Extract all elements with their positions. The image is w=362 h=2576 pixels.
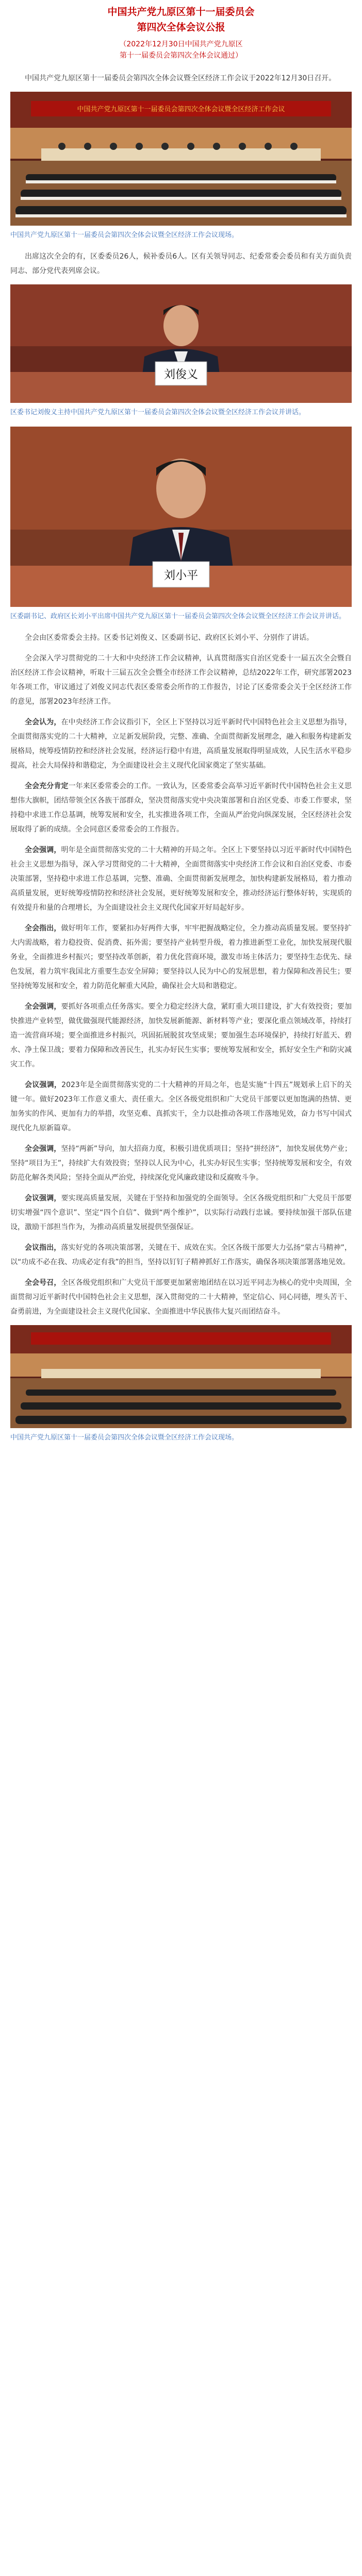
article-header: [10, 0, 352, 61]
paragraph-lead: 全会强调，: [25, 1003, 61, 1011]
title-line-2: 第四次全体会议公报: [137, 22, 225, 33]
body-paragraph: [10, 715, 352, 773]
paragraph-lead: 全会充分肯定: [25, 782, 69, 790]
paragraph-text: 落实好党的各项决策部署，关键在干、成效在实。全区各级干部要大力弘扬“蒙古马精神”，以“功成不必在我、功成必定有我”的担当，坚持以钉钉子精神抓好工作落实，确保各项决策部署落地见效。: [10, 1244, 352, 1266]
photo5-caption: 中国共产党九原区第十一届委员会第四次全体会议暨全区经济工作会议现场。: [10, 1434, 239, 1442]
body-paragraph: [10, 1276, 352, 1319]
paragraph-text: 坚持“两新”导向，加大招商力度，积极引进优质项目；坚持“拼经济”，加快发展优势产业；坚持“项目为王”，持续扩大有效投资；坚持以人民为中心，扎实办好民生实事；坚持统筹发展和安全，有效防范化解各类风险；坚持全面从严治党，持续深化党风廉政建设和反腐败斗争。: [10, 1145, 352, 1182]
paragraph-lead: 会议强调，: [25, 1081, 62, 1089]
attendance-paragraph: 出席这次全会的有，区委委员26人，候补委员6人。区有关领导同志、纪委常委会委员和有关方面负责同志、部分党代表列席会议。: [10, 252, 352, 275]
paragraph-lead: 全会强调，: [25, 1145, 61, 1153]
intro-paragraph: 中国共产党九原区第十一届委员会第四次全体会议暨全区经济工作会议于2022年12月30日召开。: [25, 74, 336, 82]
body-paragraph: [10, 651, 352, 709]
subtitle-line-1: （2022年12月30日中国共产党九原区: [119, 40, 243, 48]
body-paragraph: [10, 921, 352, 993]
paragraph-lead: 会议强调，: [25, 1194, 61, 1202]
body-paragraphs: [10, 651, 352, 1319]
body-paragraph: [10, 1241, 352, 1269]
photo2-caption: 区委书记刘俊义主持中国共产党九原区第十一届委员会第四次全体会议暨全区经济工作会议并讲话。: [10, 409, 306, 416]
paragraph-lead: 全会号召，: [25, 1279, 61, 1287]
body-paragraph: [10, 1142, 352, 1185]
paragraph-text: 全区各级党组织和广大党员干部要更加紧密地团结在以习近平同志为核心的党中央周围，全面贯彻习近平新时代中国特色社会主义思想，深入贯彻党的二十大精神，坚定信心、同心同德，埋头苦干、奋勇前进，为全面建设社会主义现代化国家、全面推进中华民族伟大复兴而团结奋斗。: [10, 1279, 352, 1316]
conference-hall-photo: [10, 92, 352, 226]
paragraph-text: 明年是全面贯彻落实党的二十大精神的开局之年。全区上下要坚持以习近平新时代中国特色社会主义思想为指导，深入学习贯彻党的二十大精神，全面贯彻落实中央经济工作会议和自治区党委、市委决策部署，坚持稳中求进工作总基调，完整、准确、全面贯彻新发展理念，加快构建新发展格局，着力推动高质量发展，更好统筹疫情防控和经济社会发展，更好统筹发展和安全，推动经济运行整体好转，实现质的有效提升和量的合理增长，为全面建设社会主义现代化国家开好局起好步。: [10, 846, 352, 912]
photo1-caption: 中国共产党九原区第十一届委员会第四次全体会议暨全区经济工作会议现场。: [10, 231, 239, 239]
paragraph-lead: 全会强调，: [25, 846, 61, 854]
subtitle-line-2: 第十一届委员会第四次全体会议通过）: [120, 52, 242, 60]
body-paragraph: [10, 779, 352, 837]
body-paragraph: [10, 1078, 352, 1136]
paragraph-text: 全会深入学习贯彻党的二十大和中央经济工作会议精神，认真贯彻落实自治区党委十一届五次全会暨自治区经济工作会议精神，听取十三届五次全会暨全市经济工作会议精神，总结2022年工作，研究部署2023年各项工作，审议通过了刘俊义同志代表区委常委会所作的工作报告，讨论了区委常委会关于全区经济工作的意见，部署2023年经济工作。: [10, 654, 352, 706]
nameplate-1: 刘俊义: [163, 368, 199, 381]
paragraph-lead: 全会指出，: [25, 924, 61, 933]
body-paragraph: [10, 1191, 352, 1234]
paragraph-text: 2023年是全面贯彻落实党的二十大精神的开局之年，也是实施“十四五”规划承上启下的关键一年。做好2023年工作意义重大、责任重大。全区各级党组织和广大党员干部要以更加饱满的热情、更加务实的作风、更加有力的举措，攻坚克难、真抓实干，全力以赴推动各项工作落地见效，奋力书写中国式现代化九原新篇章。: [10, 1081, 352, 1132]
body-paragraph: [10, 999, 352, 1072]
paragraph-lead: 全会认为，: [25, 718, 61, 726]
speaker2-photo: [10, 427, 352, 607]
speaker1-photo: [10, 284, 352, 403]
conference-banner-text: 中国共产党九原区第十一届委员会第四次全体会议暨全区经济工作会议: [77, 106, 285, 113]
paragraph-text: 一年来区委常委会的工作。一致认为，区委常委会高举习近平新时代中国特色社会主义思想伟大旗帜，团结带领全区各族干部群众，坚决贯彻落实党中央决策部署和自治区党委、市委工作要求，坚持稳中求进工作总基调，统筹发展和安全，扎实推进各项工作，全面从严治党向纵深发展，全区经济社会发展取得了新的成绩。全会同意区委常委会的工作报告。: [10, 782, 352, 834]
nameplate-2: 刘小平: [163, 569, 199, 582]
paragraph-text: 要实现高质量发展，关键在于坚持和加强党的全面领导。全区各级党组织和广大党员干部要切实增强“四个意识”、坚定“四个自信”、做到“两个维护”，以实际行动践行忠诚。要持续加强干部队伍建设，激励干部担当作为，为推动高质量发展提供坚强保证。: [10, 1194, 352, 1231]
paragraph-text: 做好明年工作，要紧扣办好两件大事，牢牢把握战略定位，全力推动高质量发展。要坚持扩大内需战略，着力稳投资、促消费、拓外需；要坚持产业转型升级，着力推进新型工业化，加快发展现代服务业，全面推进乡村振兴；要坚持改革创新，着力优化营商环境，激发市场主体活力；要坚持生态优先、绿色发展，着力筑牢我国北方重要生态安全屏障；要坚持以人民为中心的发展思想，着力保障和改善民生；要坚持统筹发展和安全，着力防范化解重大风险，确保社会大局和谐稳定。: [10, 924, 352, 990]
paragraph-text: 在中央经济工作会议指引下，全区上下坚持以习近平新时代中国特色社会主义思想为指导，全面贯彻落实党的二十大精神，立足新发展阶段，完整、准确、全面贯彻新发展理念，融入和服务构建新发展格局，统筹疫情防控和经济社会发展，经济运行稳中有进，高质量发展取得明显成效，人民生活水平稳步提高，社会大局保持和谐稳定，为全面建设社会主义现代化国家奠定了坚实基础。: [10, 718, 352, 770]
title-line-1: 中国共产党九原区第十一届委员会: [107, 6, 255, 18]
closing-hall-photo: [10, 1325, 352, 1428]
photo3-caption: 区委副书记、政府区长刘小平出席中国共产党九原区第十一届委员会第四次全体会议暨全区经济工作会议并讲话。: [10, 613, 346, 620]
paragraph-lead: 会议指出，: [25, 1244, 61, 1252]
presided-paragraph: 全会由区委常委会主持。区委书记刘俊义、区委副书记、政府区长刘小平、分别作了讲话。: [25, 634, 314, 642]
paragraph-text: 要抓好各项重点任务落实。要全力稳定经济大盘，紧盯重大项目建设，扩大有效投资；要加快推进产业转型，做优做强现代能源经济，加快发展新能源、新材料等产业；要深化重点领域改革，持续打造一流营商环境；要全面推进乡村振兴，巩固拓展脱贫攻坚成果；要加强生态环境保护，持续打好蓝天、碧水、净土保卫战；要着力保障和改善民生，扎实办好民生实事；要统筹发展和安全，抓好安全生产和防灾减灾工作。: [10, 1003, 352, 1069]
body-paragraph: [10, 843, 352, 915]
